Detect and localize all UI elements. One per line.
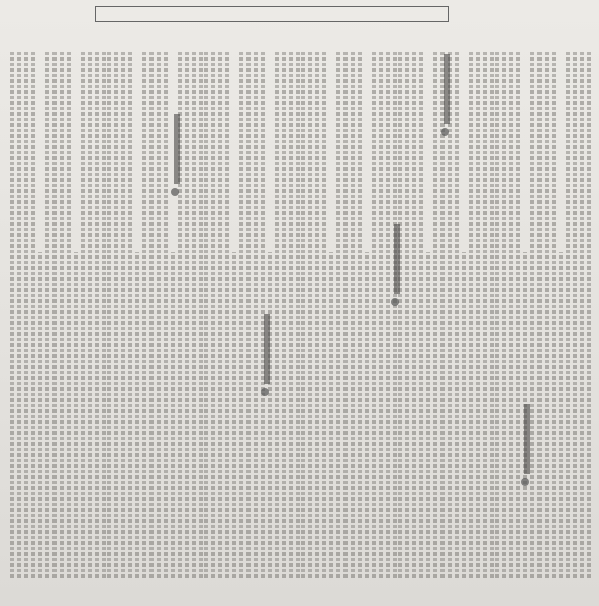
- section-marker: [441, 128, 449, 136]
- text-line: [296, 52, 300, 578]
- text-line: [419, 52, 423, 578]
- text-line: [587, 52, 591, 578]
- text-line: [142, 52, 146, 578]
- text-line: [239, 52, 243, 578]
- text-line: [379, 52, 383, 578]
- text-line: [405, 52, 409, 578]
- text-line: [211, 52, 215, 578]
- text-line: [10, 52, 14, 578]
- text-line: [433, 52, 437, 578]
- boxed-note: [95, 6, 449, 22]
- text-line: [225, 52, 229, 578]
- text-line: [232, 252, 236, 578]
- text-line: [107, 52, 111, 578]
- text-line: [164, 52, 168, 578]
- text-line: [580, 52, 584, 578]
- text-line: [343, 52, 347, 578]
- text-line: [67, 52, 71, 578]
- text-line: [157, 52, 161, 578]
- text-line: [74, 252, 78, 578]
- text-line: [38, 252, 42, 578]
- text-line: [289, 52, 293, 578]
- text-line: [254, 52, 258, 578]
- text-line: [218, 52, 222, 578]
- text-line: [45, 52, 49, 578]
- text-line: [462, 252, 466, 578]
- text-line: [393, 52, 397, 578]
- text-line: [308, 52, 312, 578]
- text-line: [455, 52, 459, 578]
- text-line: [552, 52, 556, 578]
- text-line: [495, 52, 499, 578]
- text-line: [246, 52, 250, 578]
- text-line: [351, 52, 355, 578]
- text-line: [426, 252, 430, 578]
- text-line: [372, 52, 376, 578]
- text-line: [199, 52, 203, 578]
- text-line: [171, 252, 175, 578]
- text-line: [24, 52, 28, 578]
- text-line: [545, 52, 549, 578]
- text-line: [322, 52, 326, 578]
- text-line: [386, 52, 390, 578]
- text-line: [301, 52, 305, 578]
- section-heading: [444, 54, 450, 124]
- text-line: [566, 52, 570, 578]
- text-line: [573, 52, 577, 578]
- text-line: [336, 52, 340, 578]
- section-heading: [174, 114, 180, 184]
- text-line: [204, 52, 208, 578]
- text-column: [10, 52, 106, 578]
- text-line: [185, 52, 189, 578]
- text-line: [502, 52, 506, 578]
- text-line: [469, 52, 473, 578]
- section-heading: [264, 314, 270, 384]
- text-column: [107, 52, 203, 578]
- text-column: [495, 52, 591, 578]
- text-line: [412, 52, 416, 578]
- text-line: [81, 52, 85, 578]
- text-line: [530, 52, 534, 578]
- text-line: [282, 52, 286, 578]
- text-line: [114, 52, 118, 578]
- text-line: [509, 52, 513, 578]
- text-line: [17, 52, 21, 578]
- text-line: [358, 52, 362, 578]
- text-column: [301, 52, 397, 578]
- text-line: [192, 52, 196, 578]
- text-line: [128, 52, 132, 578]
- text-line: [121, 52, 125, 578]
- text-line: [483, 52, 487, 578]
- text-line: [31, 52, 35, 578]
- text-line: [476, 52, 480, 578]
- text-line: [149, 52, 153, 578]
- section-marker: [171, 188, 179, 196]
- text-line: [490, 52, 494, 578]
- section-marker: [261, 388, 269, 396]
- text-column: [204, 52, 300, 578]
- text-line: [60, 52, 64, 578]
- text-line: [398, 52, 402, 578]
- text-line: [365, 252, 369, 578]
- section-heading: [524, 404, 530, 474]
- text-line: [559, 252, 563, 578]
- text-line: [52, 52, 56, 578]
- text-line: [135, 252, 139, 578]
- text-line: [275, 52, 279, 578]
- text-line: [516, 52, 520, 578]
- section-marker: [391, 298, 399, 306]
- text-line: [88, 52, 92, 578]
- text-line: [102, 52, 106, 578]
- text-line: [315, 52, 319, 578]
- text-line: [268, 252, 272, 578]
- text-line: [537, 52, 541, 578]
- section-heading: [394, 224, 400, 294]
- text-line: [95, 52, 99, 578]
- section-marker: [521, 478, 529, 486]
- text-line: [329, 252, 333, 578]
